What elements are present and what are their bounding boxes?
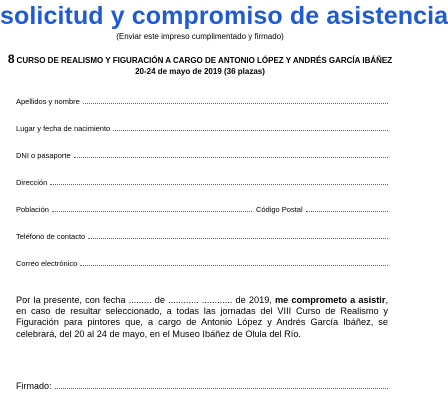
fill-line[interactable]	[88, 237, 388, 239]
fill-line[interactable]	[52, 210, 252, 212]
field-apellidos-nombre[interactable]	[16, 94, 388, 106]
course-heading	[0, 52, 400, 66]
commitment-text-end: , en caso de resultar seleccionado, a todas las jornadas del VIII Curso de Realismo y Figuración para pintores que, a cargo de Antonio López y Andrés García Ibáñez, se celebrará, del 20 al 24 de mayo, en el Museo Ibáñez de Olula del Río.	[16, 295, 388, 339]
field-label: Dirección	[16, 178, 48, 187]
commitment-bold: me comprometo a asistir	[274, 295, 386, 305]
fill-line[interactable]	[306, 210, 388, 212]
field-label: Apellidos y nombre	[16, 97, 80, 106]
field-direccion[interactable]	[16, 175, 388, 187]
field-correo[interactable]	[16, 256, 388, 268]
commitment-text-start: Por la presente, con fecha ......... de ............ ............ de 2019,	[16, 295, 275, 305]
fill-line[interactable]	[74, 156, 388, 158]
field-poblacion-codigo-postal[interactable]	[16, 202, 388, 214]
field-label: Correo electrónico	[16, 259, 78, 268]
course-title: CURSO DE REALISMO Y FIGURACIÓN A CARGO DE ANTONIO LÓPEZ Y ANDRÉS GARCÍA IBÁÑEZ	[16, 56, 393, 65]
signature-label: Firmado:	[16, 381, 52, 391]
fill-line[interactable]	[113, 129, 388, 131]
page-title: solicitud y compromiso de asistencia	[0, 2, 448, 30]
field-label-postal-code: Código Postal	[255, 205, 303, 214]
signature-fill-line[interactable]	[55, 387, 388, 389]
commitment-paragraph	[16, 295, 388, 340]
field-label: Población	[16, 205, 49, 214]
signature-line[interactable]	[16, 379, 388, 391]
course-dates: 20-24 de mayo de 2019 (36 plazas)	[135, 67, 265, 76]
course-number: 8	[7, 52, 15, 66]
fill-line[interactable]	[83, 102, 388, 104]
field-label: DNI o pasaporte	[16, 151, 71, 160]
field-label: Lugar y fecha de nacimiento	[16, 124, 111, 133]
field-lugar-fecha-nacimiento[interactable]	[16, 121, 388, 133]
instruction-subtitle: (Enviar este impreso cumplimentado y firmado)	[116, 32, 284, 41]
field-telefono[interactable]	[16, 229, 388, 241]
field-dni-pasaporte[interactable]	[16, 148, 388, 160]
fill-line[interactable]	[80, 264, 388, 266]
field-label: Teléfono de contacto	[16, 232, 86, 241]
fill-line[interactable]	[50, 183, 388, 185]
